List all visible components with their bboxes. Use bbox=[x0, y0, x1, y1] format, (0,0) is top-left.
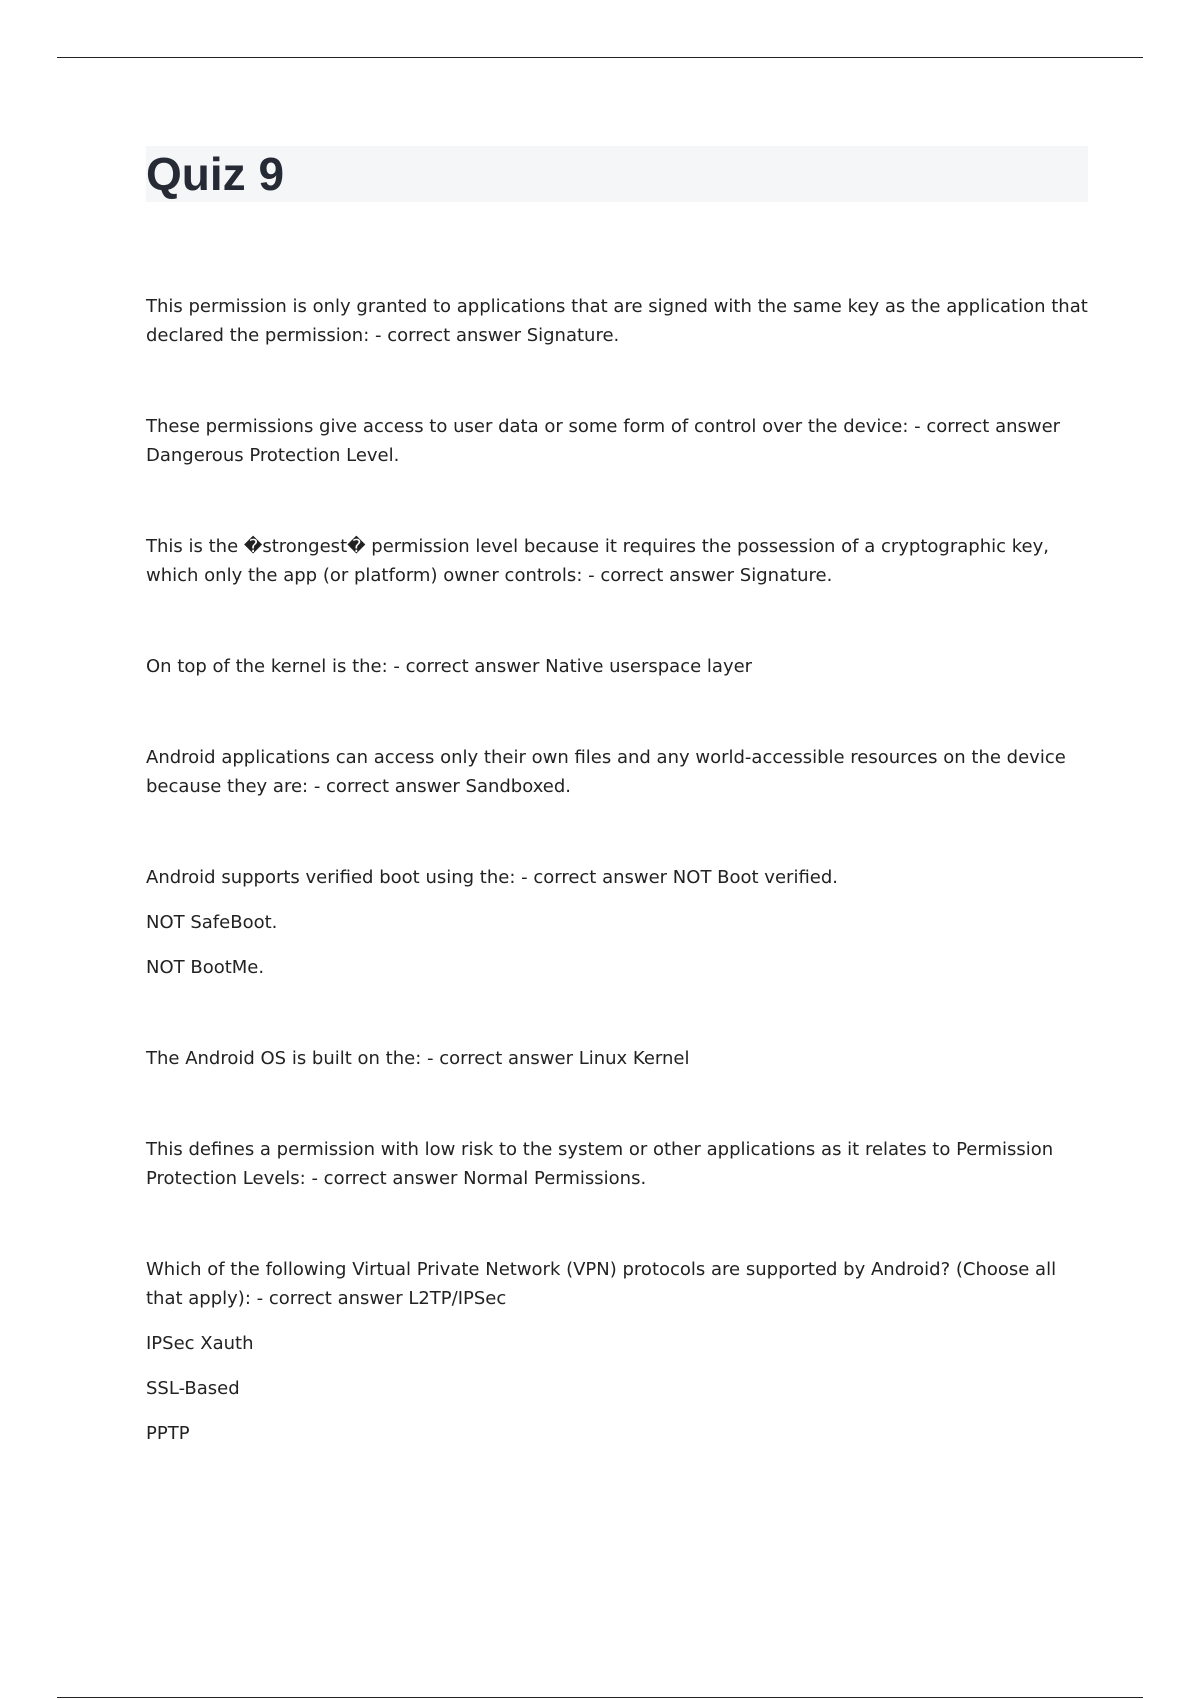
title-background bbox=[146, 146, 1088, 202]
page-title: Quiz 9 bbox=[146, 148, 285, 200]
question-item bbox=[146, 412, 1096, 470]
question-item bbox=[146, 532, 1096, 590]
question-text: The Android OS is built on the: - correct answer Linux Kernel bbox=[146, 1048, 690, 1069]
quiz-content bbox=[146, 292, 1096, 1510]
question-text: Which of the following Virtual Private Network (VPN) protocols are supported by Android? (Choose all that apply): - correct answer L2TP/IPSec bbox=[146, 1259, 1057, 1309]
question-text: This is the �strongest� permission level because it requires the possession of a cryptographic key, which only the app (or platform) owner controls: - correct answer Signature. bbox=[146, 536, 1049, 586]
answer-line: SSL-Based bbox=[146, 1378, 240, 1399]
question-item bbox=[146, 863, 1096, 982]
question-text: This permission is only granted to applications that are signed with the same key as the application that declared the permission: - correct answer Signature. bbox=[146, 296, 1088, 346]
footer-rule bbox=[57, 1697, 1143, 1698]
question-item bbox=[146, 1135, 1096, 1193]
answer-line: PPTP bbox=[146, 1423, 190, 1444]
answer-line: NOT SafeBoot. bbox=[146, 912, 278, 933]
answer-line: IPSec Xauth bbox=[146, 1333, 254, 1354]
question-text: These permissions give access to user data or some form of control over the device: - correct answer Dangerous Protection Level. bbox=[146, 416, 1061, 466]
question-item bbox=[146, 652, 1096, 681]
question-item bbox=[146, 292, 1096, 350]
question-item bbox=[146, 1044, 1096, 1073]
question-item bbox=[146, 743, 1096, 801]
header-rule bbox=[57, 57, 1143, 58]
question-item bbox=[146, 1255, 1096, 1448]
question-text: Android supports verified boot using the: - correct answer NOT Boot verified. bbox=[146, 867, 838, 888]
question-text: Android applications can access only their own files and any world-accessible resources on the device because they are: - correct answer Sandboxed. bbox=[146, 747, 1066, 797]
question-text: On top of the kernel is the: - correct answer Native userspace layer bbox=[146, 656, 753, 677]
answer-line: NOT BootMe. bbox=[146, 957, 265, 978]
question-text: This defines a permission with low risk to the system or other applications as it relates to Permission Protection Levels: - correct answer Normal Permissions. bbox=[146, 1139, 1054, 1189]
